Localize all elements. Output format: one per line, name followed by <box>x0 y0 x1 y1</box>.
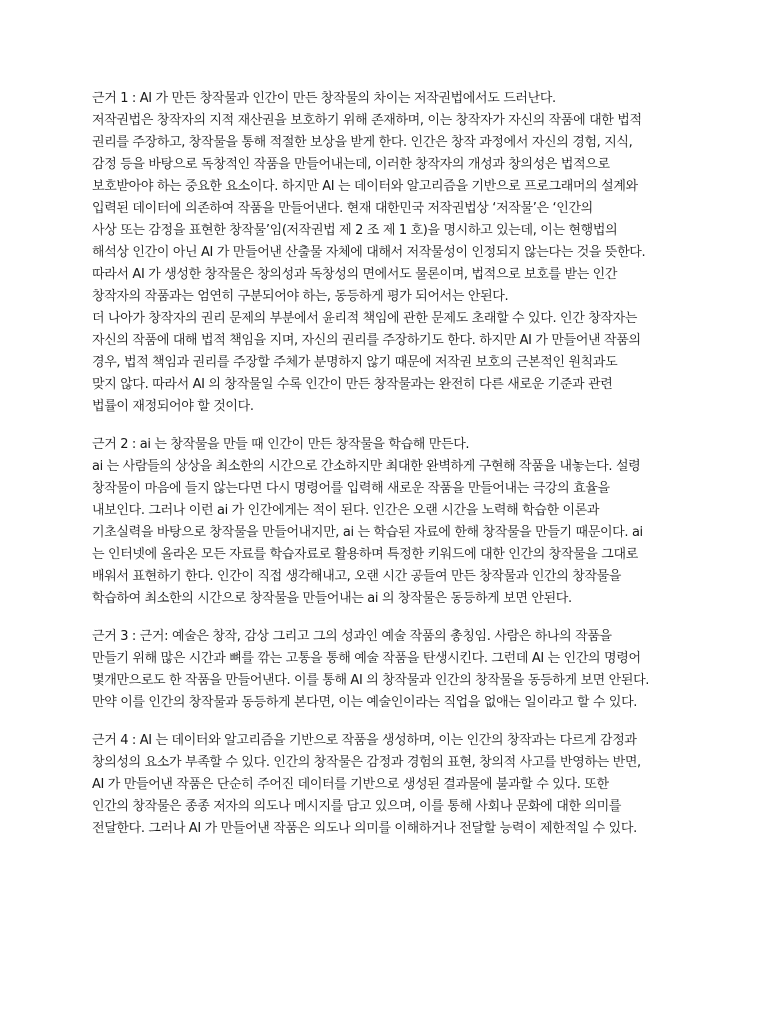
paragraph-line: 전달한다. 그러나 AI 가 만들어낸 작품은 의도나 의미를 이해하거나 전달할 능력이 제한적일 수 있다. <box>92 821 637 836</box>
paragraph-line: 인간의 창작물은 종종 저자의 의도나 메시지를 담고 있으며, 이를 통해 사회나 문화에 대한 의미를 <box>92 799 622 814</box>
paragraph-line: 법률이 재정되어야 할 것이다. <box>92 399 254 414</box>
section-heading-line: 근거 2 : ai 는 창작물을 만들 때 인간이 만든 창작물을 학습해 만든다. <box>92 437 470 452</box>
paragraph-line: AI 가 만들어낸 작품은 단순히 주어진 데이터를 기반으로 생성된 결과물에 불과할 수 있다. 또한 <box>92 777 609 792</box>
paragraph-line: 권리를 주장하고, 창작물을 통해 적절한 보상을 받게 한다. 인간은 창작 과정에서 자신의 경험, 지식, <box>92 135 633 150</box>
paragraph-line: 몇개만으로도 한 작품을 만들어낸다. 이를 통해 AI 의 창작물과 인간의 창작물을 동등하게 보면 안된다. <box>92 673 650 688</box>
paragraph-line: 만약 이를 인간의 창작물과 동등하게 본다면, 이는 예술인이라는 직업을 없애는 일이라고 할 수 있다. <box>92 695 638 710</box>
paragraph-line: ai 는 사람들의 상상을 최소한의 시간으로 간소하지만 최대한 완벽하게 구현해 작품을 내놓는다. 설령 <box>92 459 641 474</box>
paragraph-line: 경우, 법적 책임과 권리를 주장할 주체가 분명하지 않기 때문에 저작권 보호의 근본적인 원칙과도 <box>92 355 618 370</box>
evidence-section-4 <box>92 730 682 840</box>
paragraph-line: 는 인터넷에 올라온 모든 자료를 학습자료로 활용하며 특정한 키워드에 대한 인간의 창작물을 그대로 <box>92 547 638 562</box>
paragraph-line: 창작물이 마음에 들지 않는다면 다시 명령어를 입력해 새로운 작품을 만들어내는 극강의 효율을 <box>92 481 610 496</box>
evidence-section-2 <box>92 434 682 610</box>
paragraph-line: 내보인다. 그러나 이런 ai 가 인간에게는 적이 된다. 인간은 오랜 시간을 노력해 학습한 이론과 <box>92 503 600 518</box>
paragraph-line: 사상 또는 감정을 표현한 창작물’임(저작권법 제 2 조 제 1 호)을 명시하고 있는데, 이는 현행법의 <box>92 223 618 238</box>
section-heading-line: 근거 1 : AI 가 만든 창작물과 인간이 만든 창작물의 차이는 저작권법에서도 드러난다. <box>92 91 556 106</box>
paragraph-line: 창작자의 작품과는 엄연히 구분되어야 하는, 동등하게 평가 되어서는 안된다. <box>92 289 509 304</box>
paragraph-line: 입력된 데이터에 의존하여 작품을 만들어낸다. 현재 대한민국 저작권법상 ‘저작물’은 ‘인간의 <box>92 201 593 216</box>
evidence-section-1 <box>92 88 682 418</box>
paragraph-line: 보호받아야 하는 중요한 요소이다. 하지만 AI 는 데이터와 알고리즘을 기반으로 프로그래머의 설계와 <box>92 179 638 194</box>
paragraph-line: 배워서 표현하기 한다. 인간이 직접 생각해내고, 오랜 시간 공들여 만든 창작물과 인간의 창작물을 <box>92 569 622 584</box>
paragraph-line: 기초실력을 바탕으로 창작물을 만들어내지만, ai 는 학습된 자료에 한해 창작물을 만들기 때문이다. ai <box>92 525 643 540</box>
paragraph-line: 학습하여 최소한의 시간으로 창작물을 만들어내는 ai 의 창작물은 동등하게 보면 안된다. <box>92 591 572 606</box>
evidence-section-3 <box>92 626 682 714</box>
paragraph-line: 더 나아가 창작자의 권리 문제의 부분에서 윤리적 책임에 관한 문제도 초래할 수 있다. 인간 창작자는 <box>92 311 638 326</box>
paragraph-line: 만들기 위해 많은 시간과 뼈를 깎는 고통을 통해 예술 작품을 탄생시킨다. 그런데 AI 는 인간의 명령어 <box>92 651 641 666</box>
paragraph-line: 창의성의 요소가 부족할 수 있다. 인간의 창작물은 감정과 경험의 표현, 창의적 사고를 반영하는 반면, <box>92 755 641 770</box>
paragraph-line: 자신의 작품에 대해 법적 책임을 지며, 자신의 권리를 주장하기도 한다. 하지만 AI 가 만들어낸 작품의 <box>92 333 641 348</box>
paragraph-line: 맞지 않다. 따라서 AI 의 창작물일 수록 인간이 만든 창작물과는 완전히 다른 새로운 기준과 관련 <box>92 377 613 392</box>
paragraph-line: 해석상 인간이 아닌 AI 가 만들어낸 산출물 자체에 대해서 저작물성이 인정되지 않는다는 것을 뜻한다. <box>92 245 646 260</box>
paragraph-line: 감정 등을 바탕으로 독창적인 작품을 만들어내는데, 이러한 창작자의 개성과 창의성은 법적으로 <box>92 157 610 172</box>
section-heading-line: 근거 4 : AI 는 데이터와 알고리즘을 기반으로 작품을 생성하며, 이는 인간의 창작과는 다르게 감정과 <box>92 733 637 748</box>
paragraph-line: 저작권법은 창작자의 지적 재산권을 보호하기 위해 존재하며, 이는 창작자가 자신의 작품에 대한 법적 <box>92 113 642 128</box>
paragraph-line: 따라서 AI 가 생성한 창작물은 창의성과 독창성의 면에서도 물론이며, 법적으로 보호를 받는 인간 <box>92 267 618 282</box>
document-body <box>92 88 682 856</box>
section-heading-line: 근거 3 : 근거: 예술은 창작, 감상 그리고 그의 성과인 예술 작품의 총칭임. 사람은 하나의 작품을 <box>92 629 612 644</box>
